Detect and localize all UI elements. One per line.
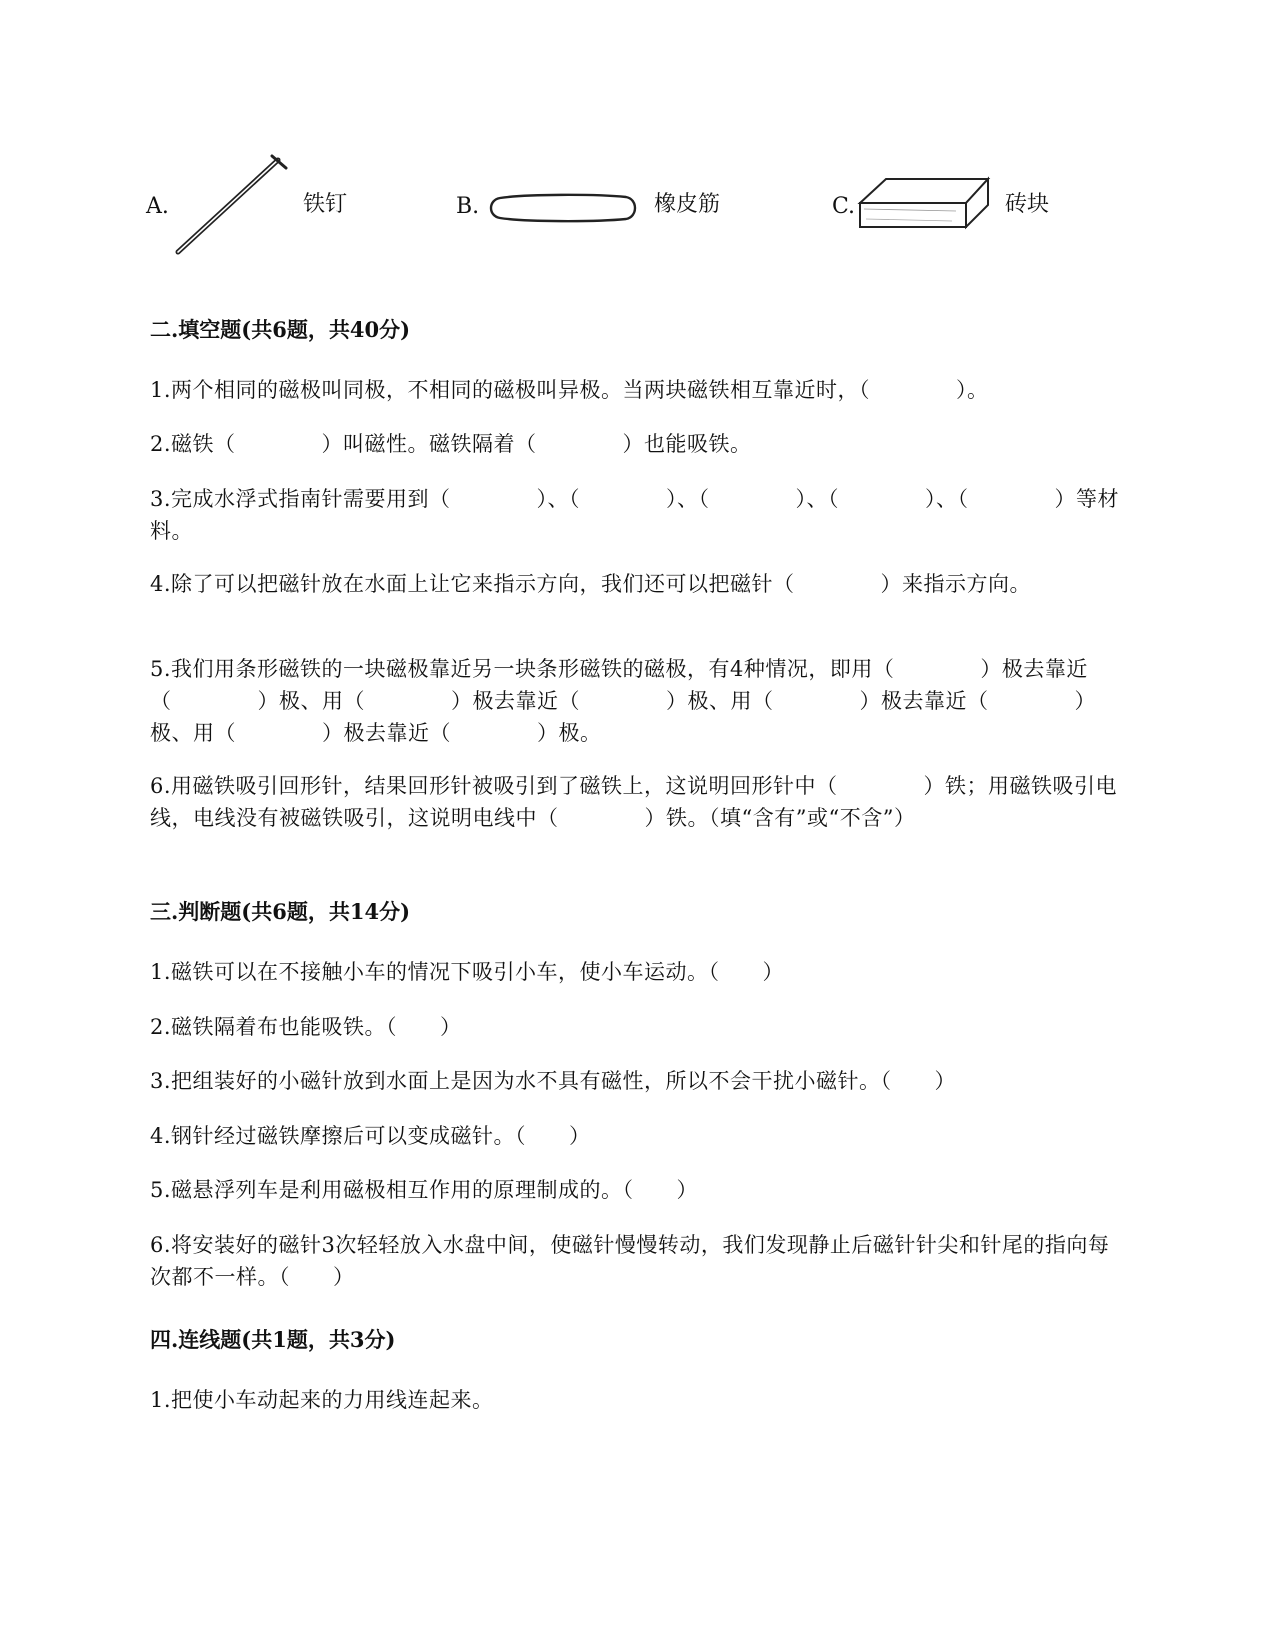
option-a-label: 铁钉: [303, 192, 348, 217]
nail-icon: [170, 154, 290, 258]
fill-question-1: 1.两个相同的磁极叫同极，不相同的磁极叫异极。当两块磁铁相互靠近时，（ ）。: [150, 378, 989, 402]
fill-question-2: 2.磁铁（ ）叫磁性。磁铁隔着（ ）也能吸铁。: [150, 432, 752, 456]
match-question-1: 1.把使小车动起来的力用线连起来。: [150, 1388, 494, 1412]
judge-question-3: 3.把组装好的小磁针放到水面上是因为水不具有磁性，所以不会干扰小磁针。（ ）: [150, 1069, 957, 1093]
option-b-letter: B.: [456, 194, 480, 219]
section-judge-heading: 三.判断题(共6题，共14分): [150, 899, 411, 924]
fill-question-3: 3.完成水浮式指南针需要用到（ ）、（ ）、（ ）、（ ）、（ ）等材料。: [150, 487, 1120, 543]
fill-question-5: 5.我们用条形磁铁的一块磁极靠近另一块条形磁铁的磁极，有4种情况，即用（ ）极去靠近（ ）极、用（ ）极去靠近（ ）极、用（ ）极去靠近（ ）极、用（ ）极去靠近（ ）极。: [150, 657, 1096, 745]
option-c-label: 砖块: [1005, 192, 1050, 217]
section-match-heading: 四.连线题(共1题，共3分): [150, 1327, 396, 1352]
brick-icon: [856, 175, 992, 231]
option-a-letter: A.: [146, 194, 169, 219]
judge-question-4: 4.钢针经过磁铁摩擦后可以变成磁针。（ ）: [150, 1124, 591, 1148]
judge-question-5: 5.磁悬浮列车是利用磁极相互作用的原理制成的。（ ）: [150, 1178, 699, 1202]
judge-question-6: 6.将安装好的磁针3次轻轻放入水盘中间，使磁针慢慢转动，我们发现静止后磁针针尖和针尾的指向每次都不一样。（ ）: [150, 1233, 1110, 1289]
fill-question-4: 4.除了可以把磁针放在水面上让它来指示方向，我们还可以把磁针（ ）来指示方向。: [150, 572, 1032, 596]
option-b-label: 橡皮筋: [654, 192, 721, 217]
rubber-band-icon: [486, 190, 640, 226]
option-c-letter: C.: [832, 194, 856, 219]
judge-question-2: 2.磁铁隔着布也能吸铁。（ ）: [150, 1015, 462, 1039]
section-fill-heading: 二.填空题(共6题，共40分): [150, 317, 411, 342]
fill-question-6: 6.用磁铁吸引回形针，结果回形针被吸引到了磁铁上，这说明回形针中（ ）铁；用磁铁吸引电线，电线没有被磁铁吸引，这说明电线中（ ）铁。（填“含有”或“不含”）: [150, 774, 1118, 830]
judge-question-1: 1.磁铁可以在不接触小车的情况下吸引小车，使小车运动。（ ）: [150, 960, 785, 984]
